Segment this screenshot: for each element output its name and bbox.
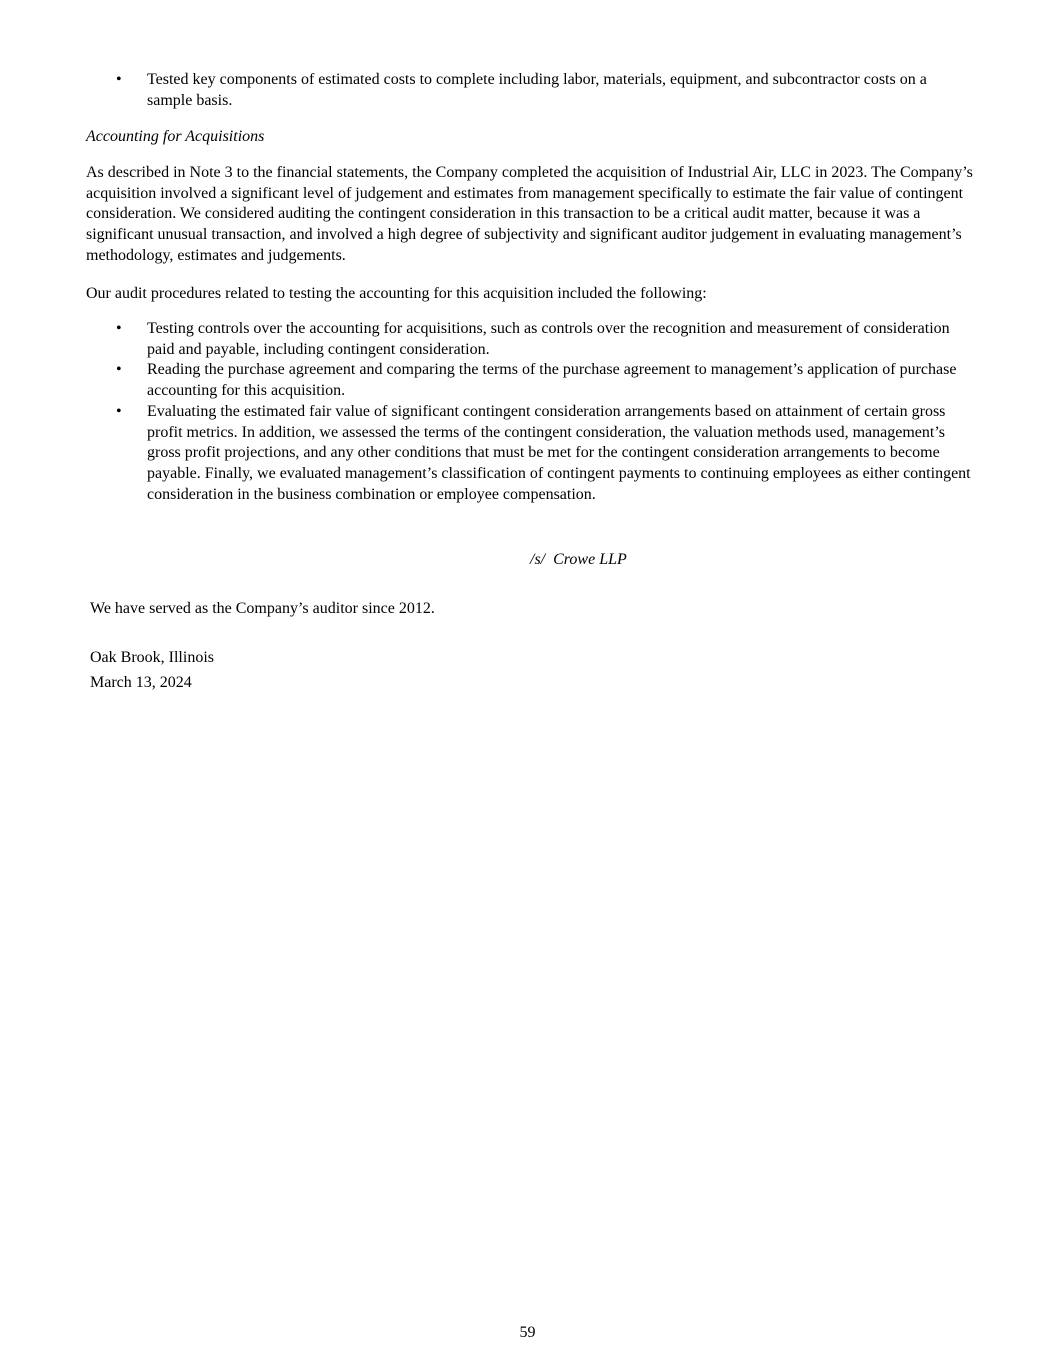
cost-procedures-list bbox=[86, 70, 976, 111]
procedures-intro-paragraph: Our audit procedures related to testing the accounting for this acquisition included the following: bbox=[86, 285, 707, 302]
page-number: 59 bbox=[519, 1324, 536, 1341]
auditor-signature: /s/ Crowe LLP bbox=[530, 551, 627, 568]
list-item-text: Evaluating the estimated fair value of significant contingent consideration arrangements based on attainment of certain gross profit metrics. In addition, we assessed the terms of the contingent consideration, the valuation methods used, management’s gross profit projections, and any other conditions that must be met for the contingent consideration arrangements to become payable. Finally, we evaluated management’s classification of contingent payments to continuing employees as either contingent consideration in the business combination or employee compensation. bbox=[147, 402, 971, 503]
acquisition-procedures-list bbox=[86, 319, 976, 505]
list-item bbox=[86, 402, 976, 506]
auditor-tenure-statement: We have served as the Company’s auditor since 2012. bbox=[90, 600, 435, 617]
list-item bbox=[86, 319, 976, 360]
bullet-marker: • bbox=[116, 361, 122, 379]
list-item bbox=[86, 70, 976, 111]
bullet-marker: • bbox=[116, 320, 122, 337]
report-location: Oak Brook, Illinois bbox=[90, 649, 214, 666]
bullet-marker: • bbox=[116, 402, 122, 420]
acquisition-description-paragraph: As described in Note 3 to the financial statements, the Company completed the acquisition of Industrial Air, LLC in 2023. The Company’s acquisition involved a significant level of judgement and estimates from management specifically to estimate the fair value of contingent consideration. We considered auditing the contingent consideration in this transaction to be a critical audit matter, because it was a significant unusual transaction, and involved a high degree of subjectivity and significant auditor judgement in evaluating management’s methodology, estimates and judgements. bbox=[86, 164, 973, 264]
list-item-text: Reading the purchase agreement and comparing the terms of the purchase agreement to management’s application of purchase accounting for this acquisition. bbox=[147, 361, 957, 400]
list-item bbox=[86, 360, 976, 401]
report-date: March 13, 2024 bbox=[90, 674, 192, 691]
section-heading: Accounting for Acquisitions bbox=[86, 128, 265, 145]
list-item-text: Tested key components of estimated costs to complete including labor, materials, equipment, and subcontractor costs on a sample basis. bbox=[147, 71, 927, 109]
list-item-text: Testing controls over the accounting for acquisitions, such as controls over the recognition and measurement of consideration paid and payable, including contingent consideration. bbox=[147, 320, 950, 358]
bullet-marker: • bbox=[116, 71, 122, 88]
